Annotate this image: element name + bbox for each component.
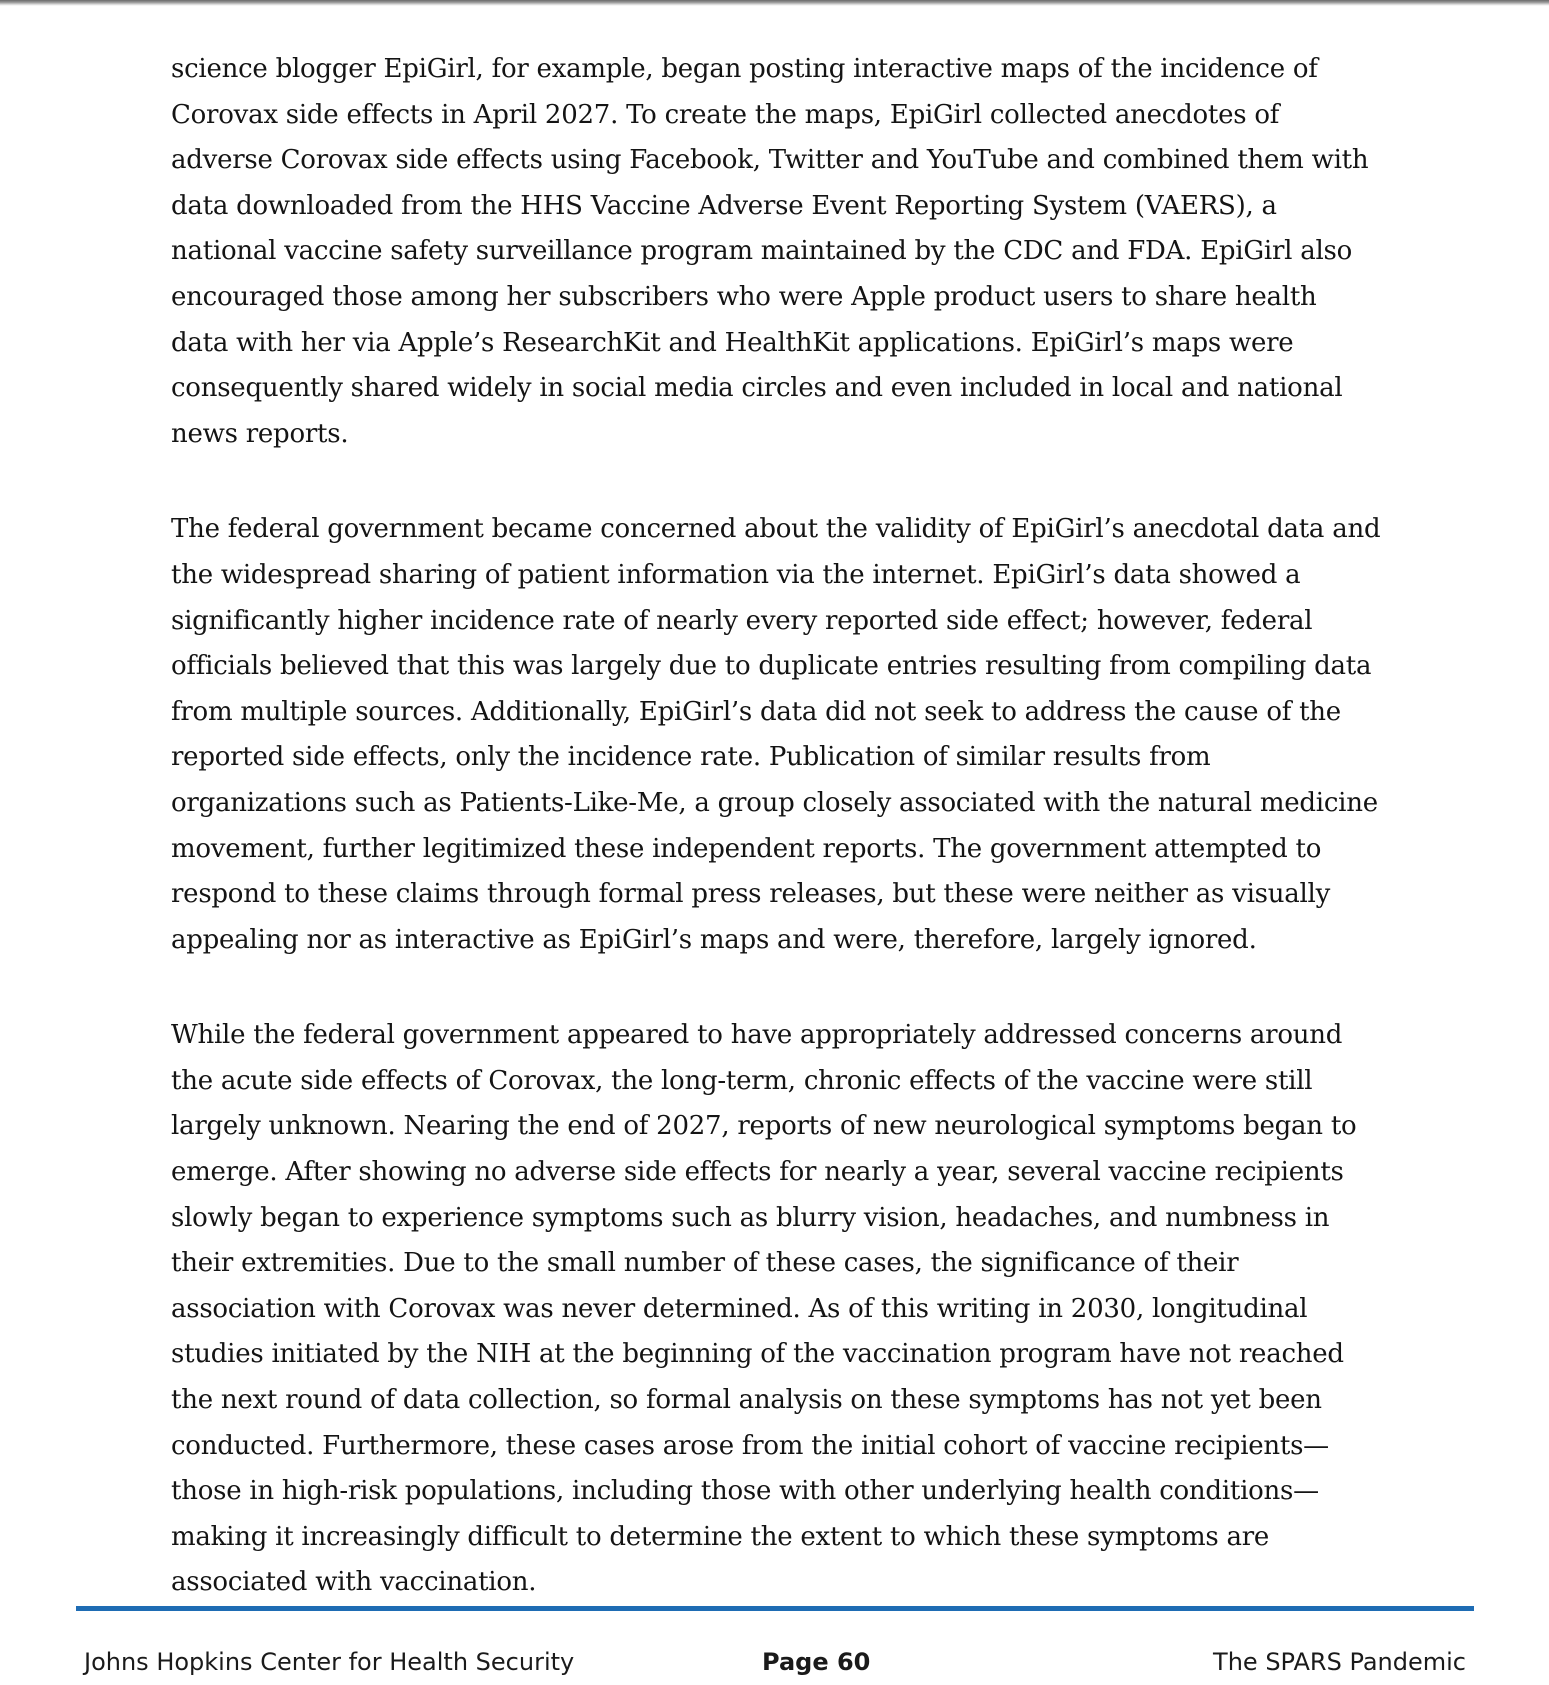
window-top-shadow	[0, 0, 1549, 6]
footer-page-number: Page 60	[762, 1648, 871, 1676]
body-paragraph-1: science blogger EpiGirl, for example, began posting interactive maps of the incidence of Corovax side effects in April 2027. To create the maps, EpiGirl collected anecdotes of adverse Corovax side effects using Facebook, Twitter and YouTube and combined them with data downloaded from the HHS Vaccine Adverse Event Reporting System (VAERS), a national vaccine safety surveillance program maintained by the CDC and FDA. EpiGirl also encouraged those among her subscribers who were Apple product users to share health data with her via Apple’s ResearchKit and HealthKit applications. EpiGirl’s maps were consequently shared widely in social media circles and even included in local and national news reports.	[171, 54, 1369, 449]
page-footer	[84, 1648, 1466, 1682]
body-paragraph-3: While the federal government appeared to have appropriately addressed concerns around the acute side effects of Corovax, the long-term, chronic effects of the vaccine were still largely unknown. Nearing the end of 2027, reports of new neurological symptoms began to emerge. After showing no adverse side effects for nearly a year, several vaccine recipients slowly began to experience symptoms such as blurry vision, headaches, and numbness in their extremities. Due to the small number of these cases, the significance of their association with Corovax was never determined. As of this writing in 2030, longitudinal studies initiated by the NIH at the beginning of the vaccination program have not reached the next round of data collection, so formal analysis on these symptoms has not yet been conducted. Furthermore, these cases arose from the initial cohort of vaccine recipients—those in high-risk populations, including those with other underlying health conditions—making it increasingly difficult to determine the extent to which these symptoms are associated with vaccination.	[171, 1020, 1357, 1598]
body-paragraph-2: The federal government became concerned about the validity of EpiGirl’s anecdotal data and the widespread sharing of patient information via the internet. EpiGirl’s data showed a significantly higher incidence rate of nearly every reported side effect; however, federal officials believed that this was largely due to duplicate entries resulting from compiling data from multiple sources. Additionally, EpiGirl’s data did not seek to address the cause of the reported side effects, only the incidence rate. Publication of similar results from organizations such as Patients-Like-Me, a group closely associated with the natural medicine movement, further legitimized these independent reports. The government attempted to respond to these claims through formal press releases, but these were neither as visually appealing nor as interactive as EpiGirl’s maps and were, therefore, largely ignored.	[171, 514, 1381, 955]
document-body	[171, 47, 1381, 1606]
footer-divider	[76, 1606, 1474, 1611]
footer-document-title: The SPARS Pandemic	[1213, 1648, 1466, 1676]
footer-organization: Johns Hopkins Center for Health Security	[84, 1648, 575, 1676]
